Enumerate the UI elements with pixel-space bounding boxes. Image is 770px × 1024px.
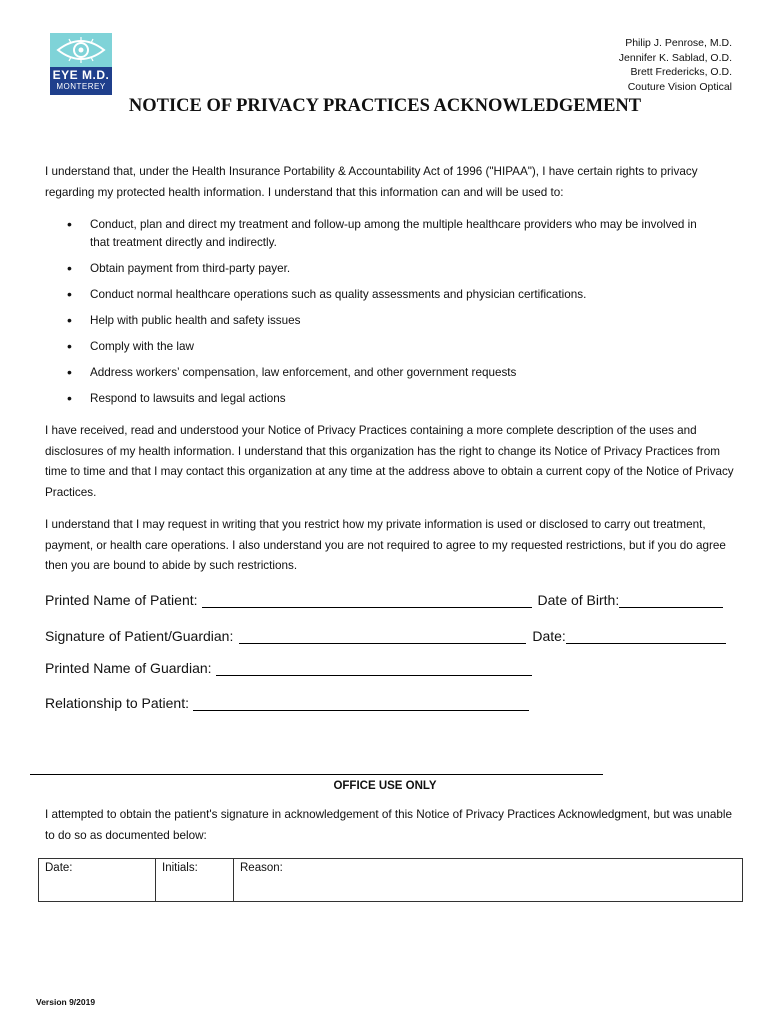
date-field[interactable] — [566, 629, 726, 644]
signature-label: Signature of Patient/Guardian: — [45, 628, 234, 644]
page-title: NOTICE OF PRIVACY PRACTICES ACKNOWLEDGEMENT — [128, 96, 642, 116]
list-item: • Respond to lawsuits and legal actions — [45, 390, 705, 408]
initials-cell[interactable]: Initials: — [156, 859, 234, 902]
list-item: • Conduct normal healthcare operations such as quality assessments and physician certifications. — [45, 286, 705, 304]
list-item: • Address workers’ compensation, law enforcement, and other government requests — [45, 364, 705, 382]
signature-field[interactable] — [239, 629, 526, 644]
list-item: • Help with public health and safety issues — [45, 312, 705, 330]
guardian-label: Printed Name of Guardian: — [45, 660, 212, 676]
provider-name: Brett Fredericks, O.D. — [630, 66, 732, 78]
printed-name-label: Printed Name of Patient: — [45, 592, 198, 608]
table-row — [39, 859, 743, 902]
relationship-label: Relationship to Patient: — [45, 695, 189, 711]
eye-md-monterey-logo — [50, 33, 112, 95]
guardian-field[interactable] — [216, 661, 532, 676]
divider — [30, 774, 603, 775]
printed-name-row — [45, 592, 723, 608]
date-cell[interactable]: Date: — [39, 859, 156, 902]
office-use-paragraph: I attempted to obtain the patient's signature in acknowledgement of this Notice of Privacy Practices Acknowledgment, but was unable to do so as documented below: — [45, 808, 732, 842]
provider-name: Jennifer K. Sablad, O.D. — [618, 51, 732, 64]
provider-list — [619, 36, 732, 94]
logo-text — [50, 67, 112, 95]
logo-line1: EYE M.D. — [52, 68, 110, 82]
printed-name-field[interactable] — [202, 593, 532, 608]
office-use-table — [38, 858, 743, 902]
dob-field[interactable] — [619, 593, 723, 608]
dob-label: Date of Birth: — [537, 592, 620, 608]
date-label: Date: — [532, 628, 566, 644]
relationship-field[interactable] — [193, 696, 529, 711]
guardian-row — [45, 660, 532, 676]
eye-icon — [50, 33, 112, 67]
intro-paragraph: I understand that, under the Health Insurance Portability & Accountability Act of 1996 ("HIPAA"), I have certain rights to privacy regarding my protected health information. I understand that this information can and will be used to: — [45, 165, 698, 199]
version-label: Version 9/2019 — [36, 997, 96, 1007]
list-item: • Obtain payment from third-party payer. — [45, 260, 705, 278]
acknowledgement-paragraph: I have received, read and understood your Notice of Privacy Practices containing a more complete description of the uses and disclosures of my health information. I understand that this organization has the right to change its Notice of Privacy Practices from time to time and that I may contact this organization at any time at the address above to obtain a current copy of the Notice of Privacy Practices. — [45, 424, 734, 499]
provider-name: Philip J. Penrose, M.D. — [625, 37, 732, 49]
relationship-row — [45, 695, 529, 711]
logo-line2: MONTEREY — [56, 82, 106, 91]
list-item: • Comply with the law — [45, 338, 705, 356]
office-use-heading: OFFICE USE ONLY — [333, 780, 437, 792]
reason-cell[interactable]: Reason: — [234, 859, 743, 902]
provider-name: Couture Vision Optical — [627, 80, 732, 93]
signature-row — [45, 628, 726, 644]
restrictions-paragraph: I understand that I may request in writing that you restrict how my private information is used or disclosed to carry out treatment, payment, or health care operations. I also understand you are not required to agree to my requested restrictions, but if you do agree then you are bound to abide by such restrictions. — [45, 518, 726, 572]
list-item: • Conduct, plan and direct my treatment and follow-up among the multiple healthcare providers who may be involved in that treatment directly and indirectly. — [45, 216, 705, 251]
usage-list — [45, 216, 705, 416]
